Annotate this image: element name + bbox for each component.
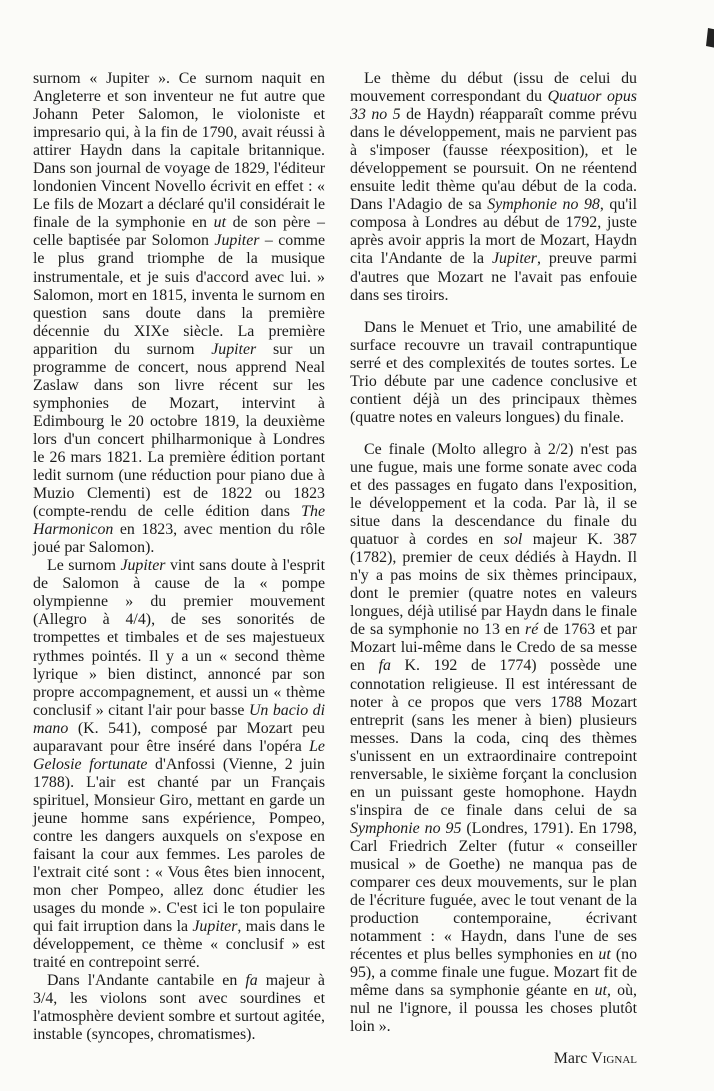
text-run: majeur à 3/4, les violons sont avec sourdines et l'atmosphère devient sombre et surtout agitée, instable (syncopes, chromatismes). bbox=[33, 972, 325, 1044]
text-run: K. 192 de 1774) possède une connotation religieuse. Il est intéressant de noter à ce propos que vers 1788 Mozart entreprit (sans les mener à bien) plusieurs messes. Dans la coda, cinq des thèmes s'unissent en un extraordinaire contrepoint renversable, le sixième forçant la conclusion en un puissant geste homophone. Haydn s'inspira de ce finale dans celui de sa bbox=[350, 657, 637, 819]
text-run: , mais dans le développement, ce thème « conclusif » est traité en contrepoint serré. bbox=[33, 918, 325, 972]
text-run: de 1763 et par Mozart lui-même dans le Credo de sa messe en bbox=[350, 621, 637, 675]
text-run: Dans le Menuet et Trio, une amabilité de surface recouvre un travail contrapuntique serré et des complexités de toutes sortes. Le Trio débute par une cadence conclusive et contient déjà un des principaux thèmes (quatre notes en valeurs longues) du finale. bbox=[350, 318, 637, 426]
italic-text: Symphonie no 98 bbox=[487, 196, 600, 214]
italic-text: Jupiter bbox=[192, 918, 238, 936]
italic-text: Le Gelosie fortunate bbox=[33, 737, 325, 773]
text-run: de son père – celle baptisée par Solomon bbox=[33, 214, 325, 250]
text-run: Ce finale (Molto allegro à 2/2) n'est pas une fugue, mais une forme sonate avec coda et des passages en fugato dans l'exposition, le développement et la coda. Par là, il se situe dans la descendance du finale du quatuor à cordes en bbox=[350, 440, 637, 549]
italic-text: ut bbox=[598, 946, 611, 964]
text-run: Le surnom bbox=[47, 557, 121, 575]
italic-text: sol bbox=[503, 531, 523, 549]
text-run: sur un programme de concert, nous apprend Neal Zaslaw dans son livre récent sur les symphonies de Mozart, intervint à Edimbourg le 20 octobre 1819, la deuxième lors d'un concert philharmonique à Londres le 26 mars 1821. La première édition portant ledit surnom (une réduction pour piano due à Muzio Clementi) est de 1822 ou 1823 (compte-rendu de celle édition dans bbox=[33, 340, 326, 521]
left-text-column bbox=[33, 70, 325, 1045]
italic-text: The Harmonicon bbox=[33, 503, 325, 539]
italic-text: Jupiter bbox=[214, 232, 260, 250]
page-edge-mark bbox=[706, 28, 714, 48]
right-text-column bbox=[350, 70, 637, 1068]
italic-text: ut bbox=[213, 214, 227, 232]
italic-text: Jupiter bbox=[120, 557, 166, 575]
paragraph bbox=[350, 70, 637, 305]
italic-text: fa bbox=[245, 972, 258, 990]
text-run: (no 95), a comme finale une fugue. Mozart fit de même dans sa symphonie géante en bbox=[350, 946, 638, 1000]
paragraph bbox=[33, 972, 325, 1044]
text-run: d'Anfossi (Vienne, 2 juin 1788). L'air est chanté par un Français spirituel, Monsieur Giro, mettant en garde un jeune homme sans expérience, Pompeo, contre les dangers auxquels on s'expose en faisant la cour aux femmes. Les paroles de l'extrait cité sont : « Vous êtes bien innocent, mon cher Pompeo, allez donc étudier les usages du monde ». C'est ici le ton populaire qui fait irruption dans la bbox=[33, 755, 325, 936]
italic-text: Symphonie no 95 bbox=[350, 819, 462, 837]
text-run: , preuve parmi d'autres que Mozart ne l'avait pas enfouie dans ses tiroirs. bbox=[350, 250, 638, 304]
text-run: surnom « Jupiter ». Ce surnom naquit en Angleterre et son inventeur ne fut autre que Johann Peter Salomon, le violoniste et impresario qui, à la fin de 1790, avait réussi à attirer Haydn dans la capitale britannique. Dans son journal de voyage de 1829, l'éditeur londonien Vincent Novello écrivit en effet : « Le fils de Mozart a déclaré qu'il considérait le finale de la symphonie en bbox=[33, 70, 325, 232]
italic-text: fa bbox=[378, 657, 391, 675]
paragraph bbox=[33, 70, 325, 557]
italic-text: ré bbox=[525, 621, 539, 639]
text-run: , qu'il composa à Londres au début de 1792, juste après avoir appris la mort de Mozart, Haydn cita l'Andante de la bbox=[350, 196, 638, 268]
text-run: Dans l'Andante cantabile en bbox=[47, 972, 246, 990]
text-run: en 1823, avec mention du rôle joué par Salomon). bbox=[33, 521, 325, 557]
text-run: , où, nul ne l'ignore, il poussa les choses plutôt loin ». bbox=[350, 982, 638, 1036]
paragraph bbox=[350, 319, 637, 427]
text-run: de Haydn) réapparaît comme prévu dans le développement, mais ne parvient pas à s'imposer (fausse réexposition), et le développement se poursuit. On ne réentend ensuite ledit thème qu'au début de la coda. Dans l'Adagio de sa bbox=[350, 106, 637, 214]
author-signature bbox=[350, 1050, 637, 1068]
paragraph bbox=[33, 557, 325, 972]
italic-text: Jupiter bbox=[491, 250, 537, 268]
italic-text: Un bacio di mano bbox=[33, 701, 325, 737]
text-run: vint sans doute à l'esprit de Salomon à cause de la « pompe olympienne » du premier mouvement (Allegro à 4/4), de ses sonorités de trompettes et timbales et de ses majestueux rythmes pointés. Il y a un « second thème lyrique » bien distinct, annoncé par son propre accompagnement, et aussi un « thème conclusif » citant l'air pour basse bbox=[33, 557, 325, 719]
text-run: – comme le plus grand triomphe de la musique instrumentale, et je suis d'accord avec lui. » Salomon, mort en 1815, inventa le surnom en question sans doute dans la première décennie du XIXe siècle. La première apparition du surnom bbox=[33, 232, 325, 358]
text-run: majeur K. 387 (1782), premier de ceux dédiés à Haydn. Il n'y a pas moins de six thèmes principaux, dont le premier (quatre notes en valeurs longues, déjà utilisé par Haydn dans le finale de sa symphonie no 13 en bbox=[350, 531, 637, 639]
text-run: (K. 541), composé par Mozart peu auparavant pour être inséré dans l'opéra bbox=[33, 719, 325, 755]
italic-text: Jupiter bbox=[211, 340, 257, 358]
text-run: (Londres, 1791). En 1798, Carl Friedrich Zelter (futur « conseiller musical » de Goethe) ne manqua pas de comparer ces deux mouvements, sur le plan de l'écriture fuguée, avec le tout venant de la production contemporaine, écrivant notamment : « Haydn, dans l'une de ses récentes et plus belles symphonies en bbox=[350, 819, 637, 964]
italic-text: Quatuor opus 33 no 5 bbox=[350, 88, 637, 124]
author-last-name: Vignal bbox=[591, 1050, 637, 1068]
text-run: Le thème du début (issu de celui du mouvement correspondant du bbox=[350, 70, 637, 106]
paragraph bbox=[350, 441, 637, 1037]
italic-text: ut bbox=[594, 982, 607, 1000]
author-first-name: Marc bbox=[553, 1050, 588, 1068]
